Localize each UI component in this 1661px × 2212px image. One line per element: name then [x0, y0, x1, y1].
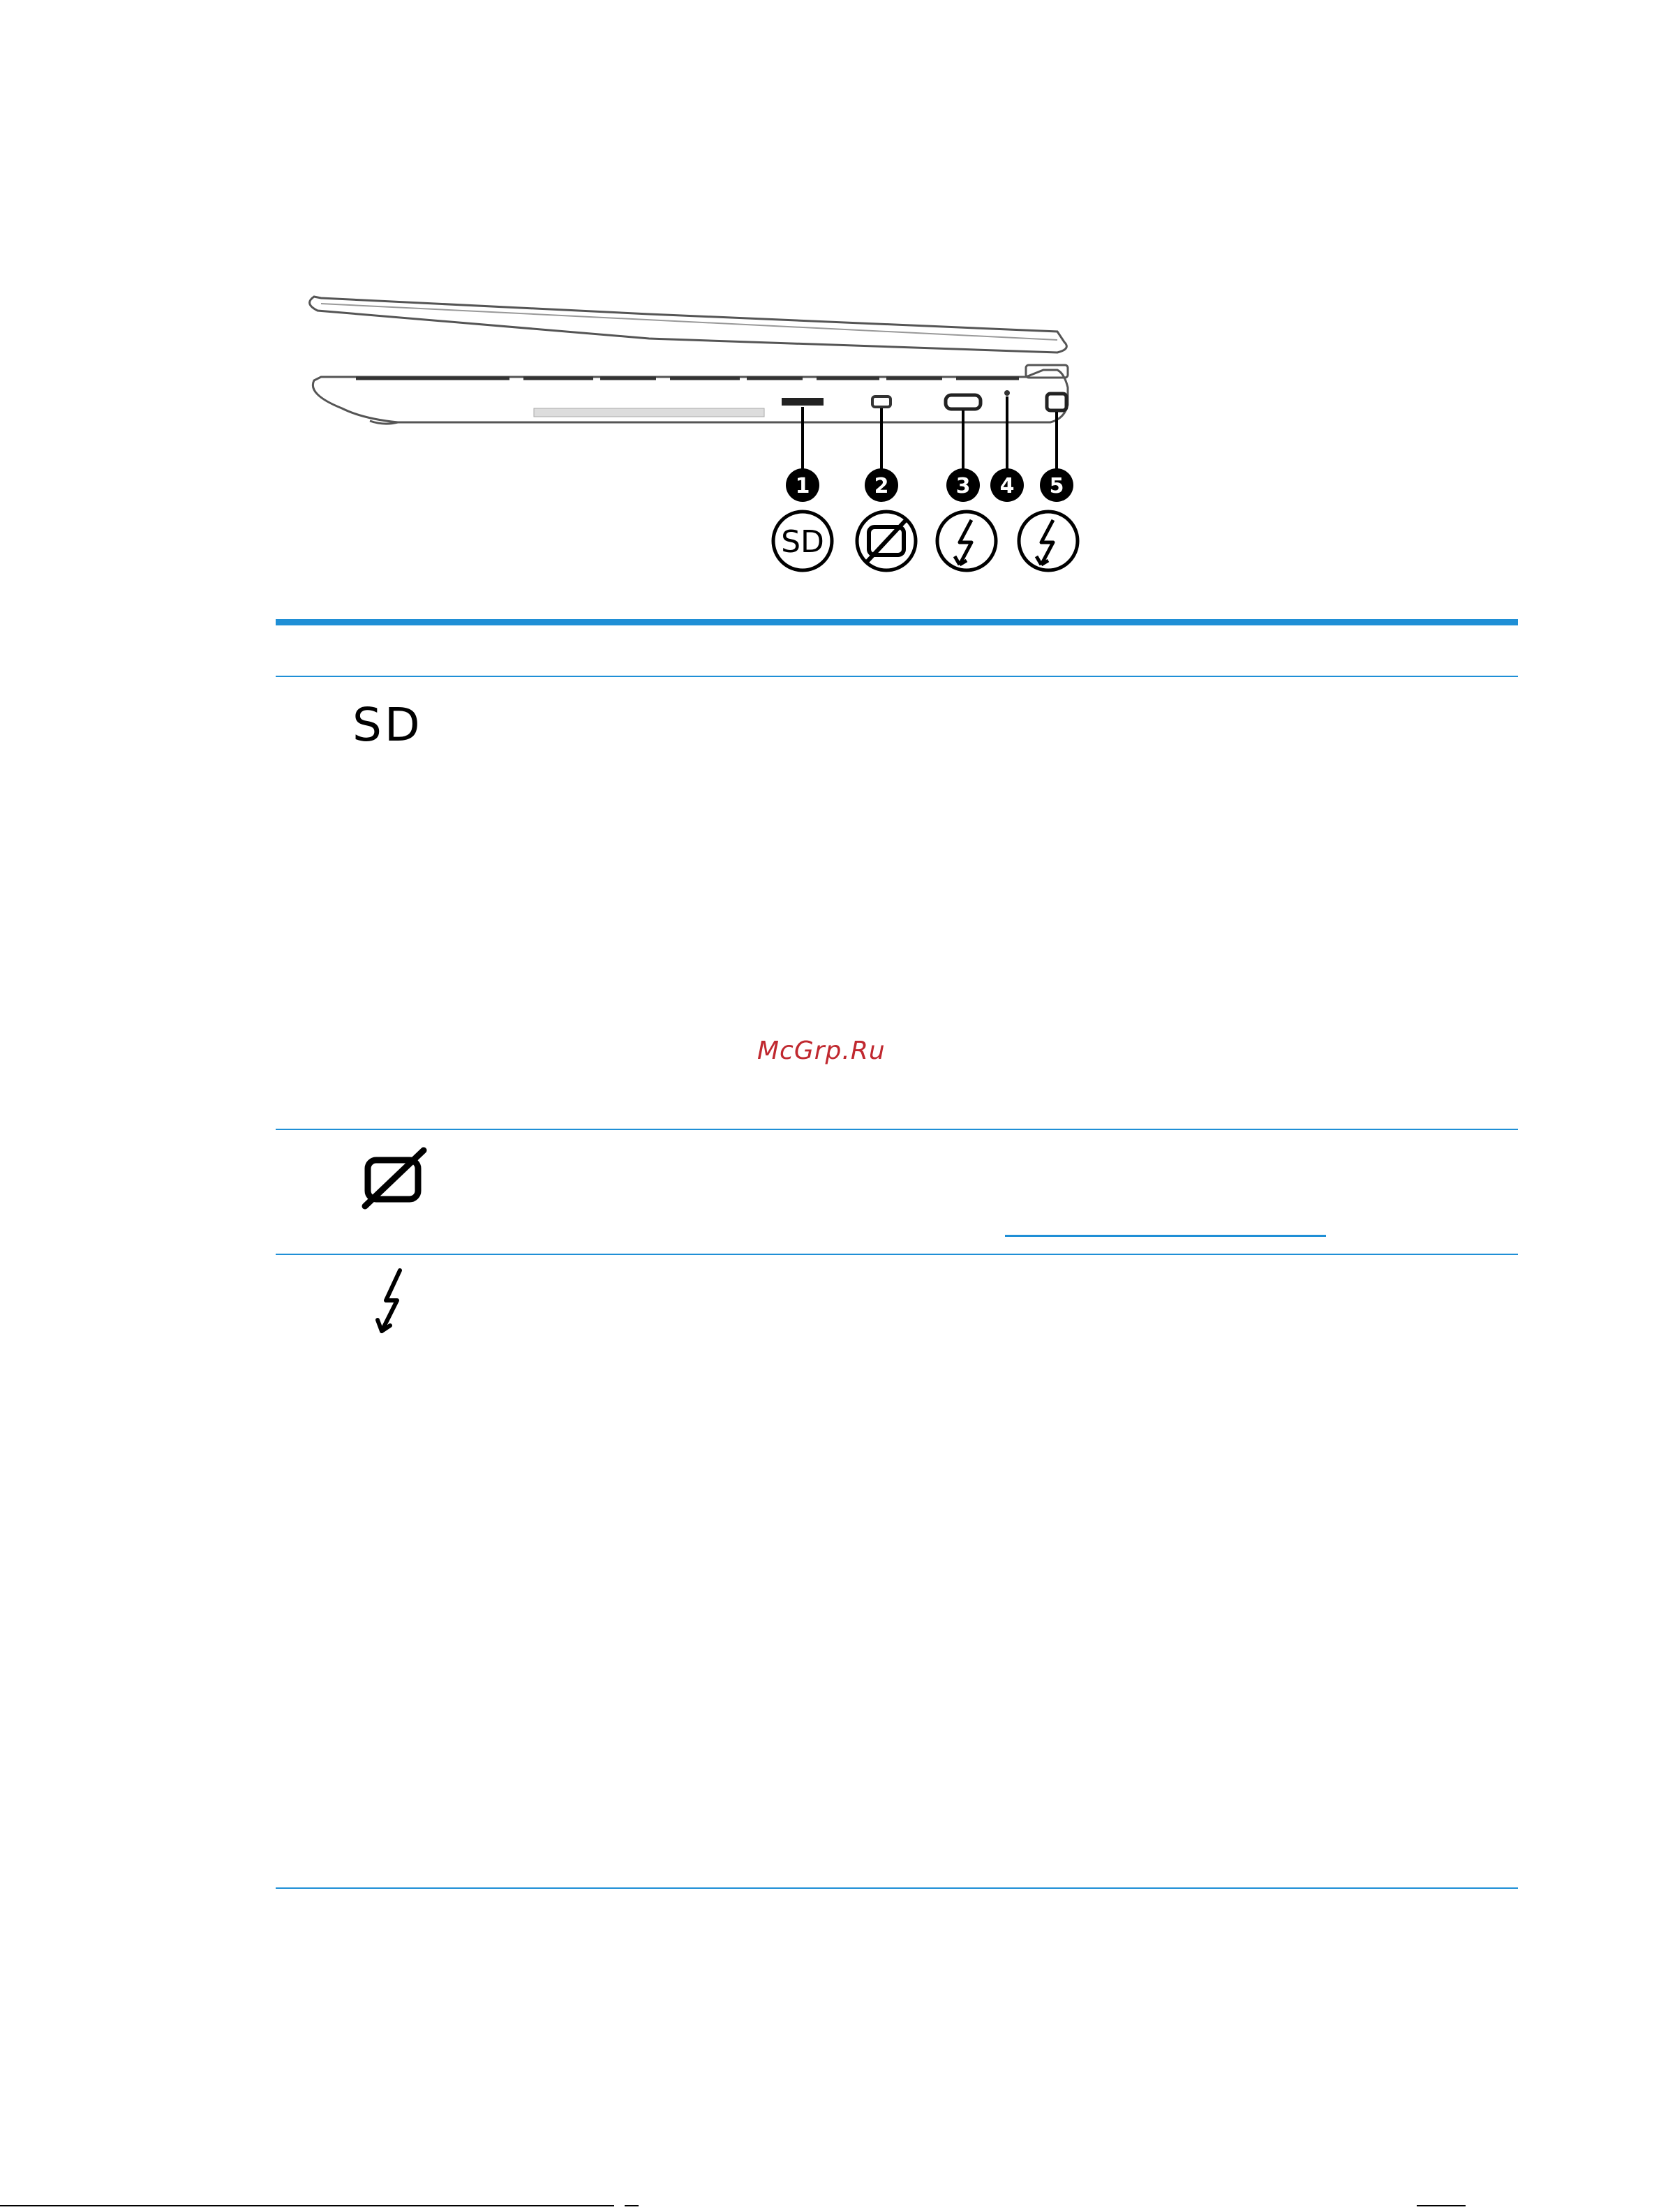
table-header-rule	[276, 676, 1518, 677]
laptop-side-drawing	[300, 283, 1103, 576]
table-row-camera-icon-cell	[359, 1145, 429, 1215]
watermark: McGrp.Ru	[757, 1037, 886, 1065]
thunderbolt-icon	[373, 1267, 408, 1337]
callout-3-label: 3	[955, 474, 971, 498]
footer-line	[0, 2204, 1661, 2208]
laptop-right-side-figure	[300, 283, 1103, 576]
link-underline[interactable]	[1005, 1235, 1326, 1237]
table-bottom-rule	[276, 1887, 1518, 1889]
table-row-rule	[276, 1129, 1518, 1130]
callout-5-label: 5	[1049, 474, 1064, 498]
status-light	[1004, 390, 1010, 396]
callout-4-label: 4	[999, 474, 1015, 498]
thunderbolt-port-right	[1047, 394, 1066, 410]
sd-icon-text: SD	[781, 524, 824, 560]
table-row-sd-icon-cell	[352, 698, 423, 752]
callout-1-label: 1	[795, 474, 810, 498]
sd-card-icon: SD	[352, 698, 423, 752]
sd-card-reader-slot	[782, 398, 824, 406]
callout-2-label: 2	[874, 474, 889, 498]
camera-privacy-icon	[359, 1145, 429, 1211]
table-row-rule	[276, 1254, 1518, 1255]
table-row-thunderbolt-icon-cell	[373, 1267, 408, 1340]
page-footer-edge	[0, 2199, 1661, 2203]
table-top-rule	[276, 619, 1518, 625]
thunderbolt-port-left	[946, 395, 981, 409]
camera-privacy-switch	[872, 396, 891, 407]
